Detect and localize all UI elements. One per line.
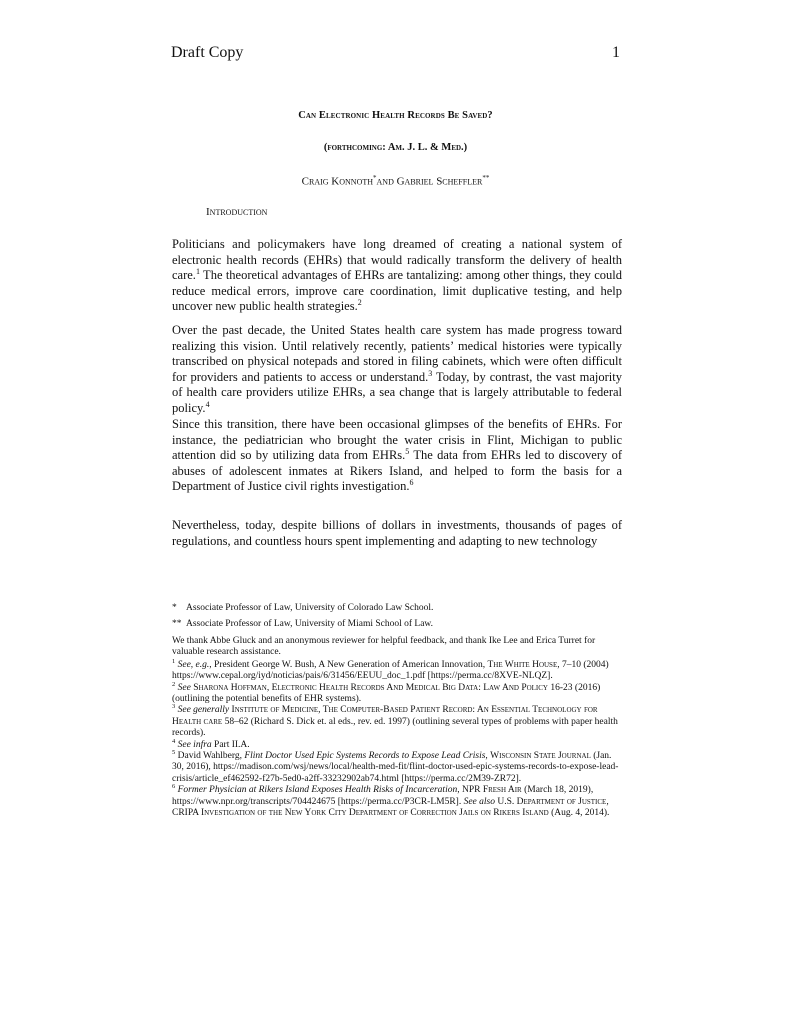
source-title: Wisconsin State Journal [490,751,591,762]
footnote-number: 4 [172,737,176,745]
footnote-ref[interactable]: 4 [205,399,210,409]
acknowledgement: We thank Abbe Gluck and an anonymous reviewer for helpful feedback, and thank Ike Lee and Erica Turret for valuable research assistance. [172,636,596,658]
body-paragraph-2 [172,323,622,417]
footnote-number: 2 [172,680,176,688]
source-title: Institute of Medicine, The Computer-Based Patient Record: An Essential Technology for Health care [172,705,598,727]
paragraph-text: Today, by contrast, the vast majority of health care providers utilize EHRs, a sea change that is largely attributable to federal policy. [172,369,622,415]
signal: See generally [177,705,230,716]
author-2: Gabriel Scheffler [396,175,483,188]
paragraph-text: Since this transition, there have been occasional glimpses of the benefits of EHRs. For instance, the pediatrician who brought the water crisis in Flint, Michigan to public attention did so by utilizing data from EHRs. [172,417,622,463]
footnote-number: 3 [172,703,176,711]
source-title: Sharona Hoffman, Electronic Health Records And Medical Big Data: Law And Policy [190,682,548,693]
author-connector: and [376,175,397,188]
source-title: Fresh Air [482,785,522,796]
article-title-cited: Former Physician at Rikers Island Exposes Health Risks of Incarceration [177,785,458,796]
paragraph-text: Politicians and policymakers have long dreamed of creating a national system of electronic health records (EHRs) that would radically transform the delivery of health care. [172,237,622,283]
paragraph-text: The theoretical advantages of EHRs are tantalizing: among other things, they could reduce medical errors, improve care coordination, limit duplicative testing, and help uncover new public health strategies. [172,268,622,314]
draft-copy-header: Draft Copy [171,44,244,61]
footnote-ref[interactable]: 6 [409,478,414,488]
footnote-number: 5 [172,748,176,756]
source-title: Department of Justice, CRIPA Investigation of the New York City Department of Correction Jails on Rikers Island [172,796,609,819]
footnote-text: , NPR [457,785,483,796]
footnote-ref[interactable]: 1 [195,267,200,277]
footnote-3 [172,705,624,739]
footnote-text: , [485,751,491,762]
footnote-ref[interactable]: 2 [357,298,362,308]
footnote-text: Part II.A. [211,739,250,750]
page-number: 1 [612,44,620,61]
footnote-number: 6 [172,783,176,791]
paragraph-text: Over the past decade, the United States health care system has made progress toward realizing this vision. Until relatively recently, patients’ medical histories were typically transcribed on physical notepads and stored in filing cabinets, which were often difficult for providers and patients to access or understand. [172,323,622,384]
footnote-mark: ** [172,619,182,629]
footnote-4 [172,737,624,751]
footnote-1 [172,657,624,683]
footnote-mark: * [172,603,177,613]
footnote-text: David Wahlberg, [177,751,245,762]
footnote-text: (Jan. 30, 2016), https://madison.com/wsj/news/local/health-med-fit/flint-doctor-used-epic-systems-records-to-expose-lead-crisis/article_ef462592-f27b-5ed0-a2ff-33232902ab74.html [https://perma.cc/2M39-ZR72]. [172,751,619,784]
footnote-2 [172,680,624,706]
body-paragraph-1 [172,237,622,315]
footnote-star-1 [172,603,622,615]
author-1-mark: * [373,174,377,182]
footnote-text: 58–62 (Richard S. Dick et. al eds., rev. ed. 1997) (outlining several types of problems with paper health records). [172,716,618,739]
body-paragraph-3 [172,417,622,495]
source-title: The White House [487,659,558,670]
footnote-text: 16-23 (2016) (outlining the potential benefits of EHR systems). [172,682,601,705]
footnote-text: Associate Professor of Law, University of Miami School of Law. [186,619,434,629]
article-title-cited: Flint Doctor Used Epic Systems Records to Expose Lead Crisis [244,751,486,762]
body-paragraph-4 [172,518,622,549]
signal: See also [463,796,495,807]
footnote-text: U.S. [494,796,517,807]
signal: See [177,682,191,693]
footnote-6 [172,785,624,819]
article-subtitle: (forthcoming: Am. J. L. & Med.) [323,142,468,153]
author-2-mark: ** [482,174,490,182]
footnote-text: , 7–10 (2004) https://www.cepal.org/iyd/noticias/pais/6/31456/EEUU_doc_1.pdf [https://perma.cc/8XVE-NLQZ]. [172,659,609,682]
article-title: Can Electronic Health Records Be Saved? [298,110,493,121]
footnote-star-2 [172,619,622,631]
paragraph-text: Nevertheless, today, despite billions of dollars in investments, thousands of pages of regulations, and countless hours spent implementing and adapting to new technology [172,518,622,548]
section-heading: Introduction [206,206,268,218]
author-1: Craig Konnoth [301,175,374,188]
footnote-ref[interactable]: 5 [405,447,410,457]
footnote-5 [172,748,624,785]
footnote-text: (March 18, 2019), https://www.npr.org/transcripts/704424675 [https://perma.cc/P3CR-LM5R]. [172,785,594,807]
signal: See infra [177,739,212,750]
footnote-number: 1 [172,657,176,665]
footnote-ref[interactable]: 3 [428,368,433,378]
footnotes-block [172,636,624,820]
paragraph-text: The data from EHRs led to discovery of abuses of adolescent inmates at Rikers Island, and helped to form the basis for a Department of Justice civil rights investigation. [172,448,622,494]
footnote-text: (Aug. 4, 2014). [548,808,610,819]
footnote-text: , President George W. Bush, A New Generation of American Innovation, [209,659,488,670]
author-line [0,174,791,188]
signal: See, e.g. [177,659,210,670]
footnote-text: Associate Professor of Law, University of Colorado Law School. [186,603,434,613]
